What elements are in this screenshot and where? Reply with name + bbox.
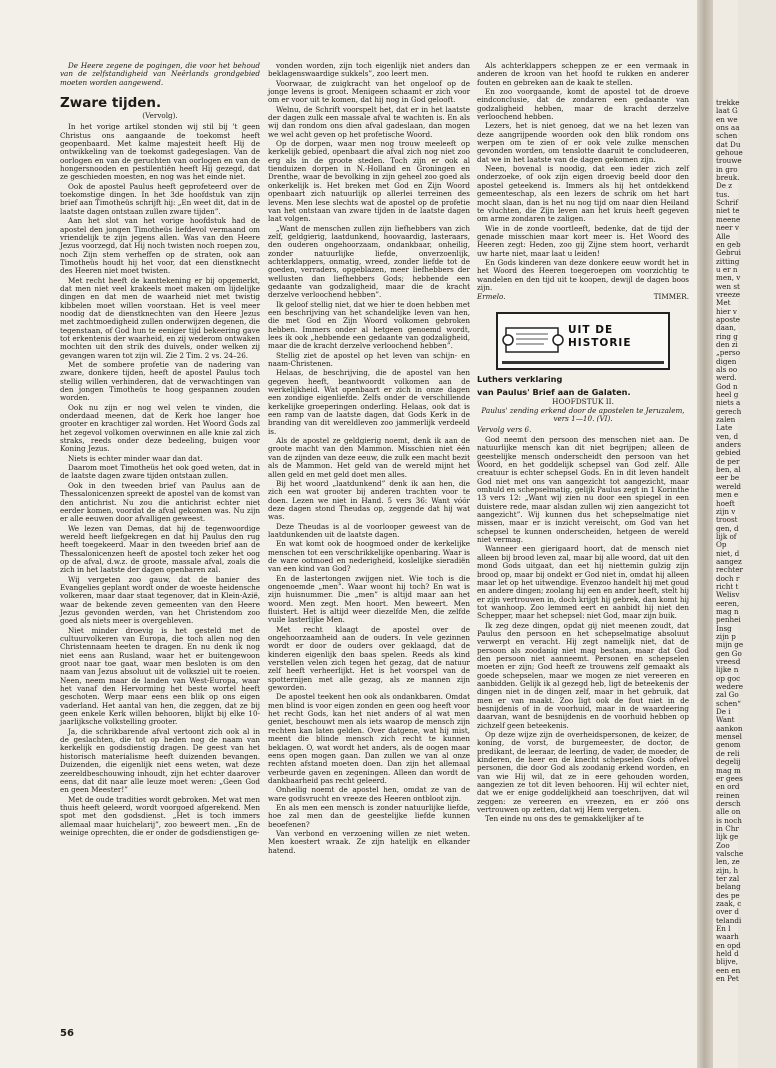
paragraph: Ook de apostel Paulus heeft geprofeteerd over de toekomstige dingen. In het 3de hoofdstuk van zijn brief aan Timotheüs schrijft hij: „En weet dit, dat in de laatste dagen ontstaan zullen zware tijden”.: [60, 181, 260, 216]
text-fragment: men e: [716, 490, 739, 500]
text-fragment: telandi: [716, 915, 742, 925]
text-fragment: Welisv: [716, 590, 740, 600]
text-fragment: als oo: [716, 365, 738, 374]
paragraph: Bij het woord „laatdunkend” denk ik aan hen, die zich een wat grooter bij anderen trachten voor te doen. Lezen we niet in Hand. 5 vers 36: Want vóór deze dagen stond Theudas op, zeggende dat hij wat was.: [268, 478, 470, 522]
paragraph: Met recht heeft de kanttekening er bij opgemerkt, dat men niet veel krakeels moet maken om lijdelijke dingen en dat men de waarheid niet met twistig kibbelen moet willen voorstaan. Het is veel meer noodig dat de dienstknechten van den Heere Jezus met zachtmoedigheid zullen onderwijzen degenen, die tegenstaan, of God hun te eeniger tijd bekeering gave tot erkentenis der waarheid, en zij wederom ontwaken mochten uit den strik des duivels, onder welken zij gevangen waren tot zijn wil. Zie 2 Tim. 2 vs. 24–26.: [60, 275, 260, 360]
text-fragment: vreeze: [716, 289, 741, 299]
text-fragment: des pe: [716, 890, 740, 900]
text-fragment: waarh: [716, 932, 739, 942]
paragraph: Daarom moet Timotheüs het ook goed weten, dat in de laatste dagen zware tijden ontstaan zullen.: [60, 463, 260, 481]
text-fragment: aankon: [716, 723, 743, 733]
text-fragment: lijk ge: [716, 832, 739, 842]
paragraph: Met de oude tradities wordt gebroken. Met wat men thuis heeft geleerd, wordt voorgoed afgerekend. Men spot met den godsdienst. „Het is toch immers allemaal maar huichelarij”, zoo beweert men. „En de weinige oprechten, die er onder de godsdienstigen ge-: [60, 794, 260, 837]
text-fragment: daan,: [716, 323, 737, 333]
article-body-continued: [268, 62, 470, 855]
paragraph: Welnu, de Schrift voorspelt het, dat er in het laatste der dagen zulk een massale afval te wachten is. En als wij dan rondom ons dien afval gadeslaan, dan mogen we wel acht geven op het profetische Woord.: [268, 104, 470, 139]
paragraph: Ook in den tweeden brief van Paulus aan de Thessalonicenzen spreekt de apostel van de komst van den antichrist. Nu zou die antichrist echter niet eerder komen, voordat de afval gekomen was. Nu zijn er alle eeuwen door afvalligen geweest.: [60, 480, 261, 524]
text-fragment: niet, d: [716, 548, 740, 558]
next-page-edge: [713, 0, 744, 1068]
text-fragment: ter zal: [716, 873, 740, 883]
text-fragment: zaak, c: [716, 899, 742, 908]
text-fragment: De z: [716, 181, 733, 191]
text-fragment: alle on: [716, 807, 741, 817]
text-fragment: mag n: [716, 606, 739, 616]
text-fragment: op goc: [716, 673, 741, 683]
section-title-line1: Luthers verklaring: [477, 373, 563, 384]
text-fragment: in gro: [716, 164, 738, 174]
paragraph: vonden worden, zijn toch eigenlijk niet anders dan beklagenswaardige sukkels”, zoo leert men.: [268, 61, 470, 79]
text-fragment: heel g: [716, 390, 739, 400]
text-fragment: De i: [716, 707, 731, 717]
banner-stripe: [502, 361, 664, 364]
column-middle: [268, 62, 470, 1022]
text-fragment: Gebrui: [716, 248, 741, 258]
text-fragment: ben, al: [716, 465, 741, 475]
text-fragment: schen“: [716, 698, 741, 708]
text-fragment: meene: [716, 214, 741, 224]
paragraph: Lezers, het is niet genoeg, dat we na het lezen van deze aangrijpende woorden ook den blik rondom ons werpen om te zien of er ook vele zulke menschen gevonden worden, om tenslotte daaruit te concludeeren, dat we in het laatste van de dagen gekomen zijn.: [477, 121, 689, 164]
paragraph: „Want de menschen zullen zijn liefhebbers van zich zelf, geldgierig, laatdunkend, hoovaardig, lasteraars, den ouderen ongehoorzaam, ondankbaar, onheilig, zonder natuurlijke liefde, onverzoenlijk, achterklappers, onmatig, wreed, zonder liefde tot de goeden, verraders, opgeblazen, meer liefhebbers der wellusten dan liefhebbers Gods; hebbende een gedaante van godzaligheid, maar die de kracht derzelve verloochend hebben”.: [268, 223, 470, 300]
text-fragment: is noch: [716, 815, 742, 825]
text-fragment: een en: [716, 965, 741, 975]
intro-paragraph: De Heere zegene de pogingen, die voor het behoud van de zelfstandigheid van Neêrlands grondgebied moeten worden aangewend.: [60, 61, 260, 87]
text-fragment: Schrif: [716, 198, 738, 208]
text-fragment: mag m: [716, 765, 741, 775]
section-title-line2: van Paulus' Brief aan de Galaten.: [477, 386, 631, 397]
text-fragment: werd.: [716, 373, 737, 383]
signature: [477, 293, 689, 301]
article-title: Zware tijden.: [60, 95, 162, 112]
article-body: [60, 123, 260, 837]
paragraph: Wie in de zonde voortleeft, bedenke, dat de tijd der genade misschien maar kort meer is. Het Woord des Heeren zegt: Heden, zoo gij Zijne stem hoort, verhardt uw harte niet, maar laat u leiden!: [477, 223, 689, 258]
paragraph: Onheilig noemt de apostel hen, omdat ze van de ware godsvrucht en vreeze des Heeren ontbloot zijn.: [268, 785, 470, 803]
text-fragment: God n: [716, 381, 738, 391]
text-fragment: gerech: [716, 406, 742, 416]
paragraph: God neemt den persoon des menschen niet aan. De natuurlijke mensch kan dit niet begrijpen; alleen de geestelijke mensch onderscheidt den persoon van het Woord, en het goddelijk schepsel van God zelf. Alle creatuur is echter schepsel Gods. En in dit leven handelt God niet met ons van aangezicht tot aangezicht, maar omhuld en schepselmatig, gelijk Paulus zegt in 1 Korinthe 13 vers 12: „Want wij zien nu door een spiegel in een duistere rede, maar alsdan zullen wij zien aangezicht tot aangezicht”. Wij kunnen dus het schepselmatige niet missen, maar er is inzicht vereischt, om God van het schepsel te kunnen onderscheiden, hetgeen de wereld niet vermag.: [477, 435, 689, 545]
text-fragment: zijn p: [716, 632, 736, 641]
text-fragment: er gees: [716, 773, 743, 783]
paragraph: In het vorige artikel stonden wij stil bij 't geen Christus ons aangaande de toekomst heeft geopenbaard. Met kalme majesteit heeft Hij de ontwikkeling van de toekomst gadegeslagen. Van de oorlogen en van de geruchten van oorlogen en van de hongersnooden en pestilentiën heeft Hij gezegd, dat ze geschieden moesten, en nog was het einde niet.: [60, 122, 260, 182]
paragraph: Ja, die schrikbarende afval vertoont zich ook al in de geslachten, die tot op heden nog de naam van kerkelijk en godsdienstig dragen. De geest van het historisch materialisme heeft duizenden bevangen. Duizenden, die eigenlijk niet eens weten, wat deze zeereldbeschouwing inhoudt, zijn het echter daarover eens, dat dit naar alle leuze moet weren: „Geen God en geen Meester!”: [60, 726, 260, 795]
paragraph: En Gods kinderen van deze donkere eeuw wordt het in het Woord des Heeren toegeroepen om voorzichtig te wandelen en den tijd uit te koopen, dewijl de dagen boos zijn.: [477, 257, 689, 292]
text-fragment: En l: [716, 924, 731, 934]
text-fragment: valsche: [716, 848, 744, 858]
text-fragment: den zi: [716, 339, 738, 349]
text-fragment: vreesd: [716, 657, 741, 667]
text-fragment: Zoo: [716, 840, 730, 850]
next-page-fragments: [716, 99, 776, 983]
text-fragment: Alle: [716, 231, 731, 241]
page-gutter: [697, 0, 713, 1068]
text-fragment: aposte: [716, 314, 741, 324]
text-fragment: Op: [716, 540, 727, 550]
text-fragment: men, v: [716, 273, 741, 283]
text-fragment: ons aa: [716, 123, 740, 133]
text-fragment: reinen: [716, 790, 740, 800]
banner-label-line1: UIT DE: [568, 323, 614, 336]
text-fragment: ring g: [716, 331, 738, 341]
paragraph: Als achterklappers scheppen ze er een vermaak in anderen de kroon van het hoofd te rukken en anderer fouten en gebreken aan de kaak te stellen.: [477, 61, 689, 87]
column-left: [60, 62, 260, 1022]
paragraph: Deze Theudas is al de voorlooper geweest van de laatdunkenden uit de laatste dagen.: [268, 521, 470, 539]
text-fragment: Insg: [716, 623, 732, 633]
text-fragment: schen: [716, 131, 738, 141]
paragraph: Van verbond en verzoening willen ze niet weten. Men koestert wraak. Ze zijn hatelijk en elkander hatend.: [268, 828, 470, 855]
text-fragment: wereld: [716, 481, 741, 491]
text-fragment: gehoue: [716, 148, 743, 158]
paragraph: Wij vergeten zoo gauw, dat de banier des Evangelies geplant wordt onder de woeste heidensche volkeren, maar daar staat tegenover, dat in Klein-Azië, waar de bekende zeven gemeenten van den Heere Jezus gevonden werden, van het Christendom zoo goed als niets meer is overgebleven.: [60, 574, 260, 626]
text-fragment: degelij: [716, 757, 741, 767]
paragraph: Ook nu zijn er nog wel velen te vinden, die onderdaad meenen, dat de Kerk hoe langer hoe grooter en krachtiger zal worden. Het Woord Gods zal het zegevol volkomen overwinnen en alle knie zal zich straks, reeds onder deze bedeeling, buigen voor Koning Jezus.: [60, 402, 260, 454]
text-fragment: wedere: [716, 682, 743, 692]
text-fragment: zijn, h: [716, 865, 739, 875]
scroll-illustration-icon: [504, 320, 564, 360]
paragraph: Ten einde nu ons des te gemakkelijker af te: [485, 814, 644, 824]
signature-name: TIMMER.: [653, 292, 689, 302]
text-fragment: en we: [716, 114, 738, 124]
banner-label: [568, 324, 632, 350]
text-fragment: zalen: [716, 415, 736, 425]
text-fragment: zitting: [716, 256, 740, 266]
text-fragment: de reli: [716, 748, 740, 758]
text-fragment: digen: [716, 356, 737, 366]
paragraph: Met recht klaagt de apostel over de ongehoorzaamheid aan de ouders. In vele gezinnen wordt er door de ouders over geklaagd, dat de kinderen eigenlijk den baas spelen. Reeds als kind verstellen velen zich tegen het gezag, dat de natuur zelf heeft verheerlijkt. Het is het voorspel van de spotternijen met alle gezag, als ze mannen zijn geworden.: [268, 624, 470, 693]
section-subtitle: HOOFDSTUK II.: [552, 396, 614, 406]
banner-label-line2: HISTORIE: [568, 336, 632, 349]
text-fragment: dersch: [716, 798, 741, 808]
paragraph: De apostel teekent hen ook als ondankbaren. Omdat men blind is voor eigen zonden en geen oog heeft voor het recht Gods, kan het niet anders of al wat men geniet, beschouwt men als iets waarop de mensch zijn rechten kan laten gelden. Over datgene, wat hij mist, meent die blinde mensch zich recht te kunnen beklagen. O, wat wordt het anders, als de oogen maar eens open mogen gaan. Dan zullen we van al onze rechten afstand moeten doen. Dan zijn het allemaal verbeurde gaven en zegeningen. Alleen dan wordt de dankbaarheid pas recht geleerd.: [268, 692, 470, 785]
paragraph: Aan het slot van het vorige hoofdstuk had de apostel den jongen Timotheüs liefdevol vermaand om vriendelijk te zijn jegens allen. Was van den Heere Jezus voorzegd, dat Hij noch twisten noch roepen zou, noch Zijn stem verheffen op de straten, ook aan Timotheüs houdt hij het voor, dat een dienstknecht des Heeren niet moet twisten.: [60, 216, 260, 276]
text-fragment: tus.: [716, 189, 730, 199]
text-fragment: Want: [716, 715, 735, 725]
paragraph: Als de apostel ze geldgierig noemt, denk ik aan de groote macht van den Mammon. Misschien niet één van de zijnden van deze eeuw, die zulk een macht bezit als de Mammon. Het geld van de wereld mijnt het allen geld en met geld doet men alles.: [268, 436, 470, 479]
paragraph: Op de dorpen, waar men nog trouw meeleeft op kerkelijk gebied, openbaart die afval zich nog niet zoo erg als in de groote steden. Toch zijn er ook al tienduizen dorpen in N.-Holland en Groningen en Drenthe, waar de bevolking in zijn geheel zoo goed als onkerkelijk is. Het breken met God en Zijn Woord openbaart zich natuurlijk op allerlei terreinen des levens. Men lese slechts wat de apostel op de profetie van het ontstaan van zware tijden in de laatste dagen laat volgen.: [268, 139, 470, 224]
text-fragment: rechter: [716, 565, 743, 575]
text-fragment: over d: [716, 907, 739, 917]
text-fragment: zal Go: [716, 690, 739, 700]
page-number: 56: [60, 1028, 74, 1039]
text-fragment: aangez: [716, 556, 742, 566]
text-fragment: Late: [716, 423, 733, 433]
paragraph: Niet minder droevig is het gesteld met de cultuurvolkeren van Europa, die toch allen nog den Christennaam heeten te dragen. En nu denk ik nog niet eens aan Rusland, waar het er buitengewoon groot naar toe gaat, waar men besloten is om den naam van Jezus absoluut uit de volksziel uit te roeien. Neen, neem maar de landen van West-Europa, waar het vanaf den Hervorming het beste wortel heeft geschoten. Werp maar eens een blik op ons eigen vaderland. Het aantal van hen, die zeggen, dat ze bij geen enkele Kerk willen behooren, blijkt bij elke 10-jaarlijksche volkstelling grooter.: [60, 625, 260, 727]
text-fragment: lijk of: [716, 531, 737, 541]
section-continued: Vervolg vers 6.: [477, 424, 532, 434]
text-fragment: mensel: [716, 732, 742, 742]
column-right: [477, 62, 689, 1022]
paragraph: Helaas, de beschrijving, die de apostel van hen gegeven heeft, beantwoordt volkomen aan de werkelijkheid. Wat openbaart er zich in onze dagen een zondige eigenliefde. Zelfs onder de verschillende kerkelijke groeperingen onderling. Helaas, ook dat is een ramp van de laatste dagen, dat Gods Kerk in de branding van dit wereldleven zoo jammerlijk verdeeld is.: [268, 368, 470, 436]
text-fragment: richt t: [716, 581, 739, 591]
text-fragment: Met: [716, 298, 731, 308]
text-fragment: in Chr: [716, 823, 739, 833]
text-fragment: trekke: [716, 98, 740, 107]
paragraph: En als men een mensch is zonder natuurlijke liefde, hoe zal men dan de geestelijke liefde kunnen beoefenen?: [268, 802, 470, 829]
text-fragment: belang: [716, 882, 741, 892]
text-fragment: de per: [716, 456, 740, 466]
text-fragment: en Pet: [716, 974, 739, 984]
section-lead: Paulus' zending erkend door de apostelen te Jeruzalem, vers 1—10. (VI).: [481, 405, 685, 424]
text-fragment: mijn ge: [716, 640, 744, 650]
paragraph: Met de sombere profetie van de nadering van zware, donkere tijden, heeft de apostel Paulus toch stellig willen verhinderen, dat de verwachtingen van den jongen Timotheüs te hoog gespannen zouden worden.: [60, 360, 260, 403]
text-fragment: neer v: [716, 223, 739, 233]
text-fragment: ven, d: [716, 431, 739, 441]
article-conclusion: [477, 62, 689, 292]
paragraph: En wat komt ook de hoogmoed onder de kerkelijke menschen tot een verschrikkelijke openbaring. Waar is de ware ootmoed en nederigheid, koslelijke sieradiën van een kind van God?: [268, 539, 470, 574]
paragraph: Stellig ziet de apostel op het leven van schijn- en naam-Christenen.: [268, 350, 470, 369]
text-fragment: held d: [716, 949, 739, 959]
text-fragment: lijke n: [716, 665, 739, 675]
text-fragment: gen, d: [716, 523, 739, 533]
text-fragment: blijve,: [716, 957, 739, 967]
text-fragment: eer be: [716, 473, 740, 483]
paragraph: Ik zeg deze dingen, opdat gij niet meenen zoudt, dat Paulus den persoon en het schepselmatige absoluut verwerpt en veracht. Hij zegt namelijk niet, dat de persoon als zoodanig niet mag bestaan, maar dat God den persoon niet aanneemt. Personen en schepselen moeten er zijn; God heeft ze trouwens zelf gemaakt als goede schepselen, maar we mogen ze niet vereeren en aanbidden. Gelijk ik al gezegd heb, ligt de beteekenis der dingen niet in de dingen zelf, maar in het gebruik, dat men er van maakt. Zoo ligt ook de fout niet in de besnijdenis of in de voorhuid, maar in de waardeering daarvan, want de besnijdenis en de voorhuid hebben op zichzelf geen beteekenis.: [477, 620, 689, 730]
text-fragment: gebied: [716, 448, 741, 458]
text-fragment: wen st: [716, 281, 740, 291]
text-fragment: genom: [716, 740, 741, 750]
text-fragment: gen Go: [716, 648, 742, 658]
paragraph: We lezen van Demas, dat hij de tegenwoordige wereld heeft liefgekregen en dat hij Paulus den rug heeft toegekeerd. Maar in den tweeden brief aan de Thessalonicenzen heeft de apostel toch zeker het oog op de afval, d.w.z. de groote, massale afval, zoals die zich in het laatste der dagen openbaren zal.: [60, 523, 260, 575]
paragraph: Voorwaar, de zuigkracht van het ongeloof op de jonge levens is groot. Menigeen schaamt er zich voor om er voor uit te komen, dat hij nog in God gelooft.: [268, 78, 470, 105]
text-fragment: troost: [716, 515, 738, 525]
paragraph: Op deze wijze zijn de overheidspersonen, de keizer, de koning, de vorst, de burgemeester, de doctor, de predikant, de leeraar, de leerling, de vader, de moeder, de kinderen, de heer en de knecht schepselen Gods ofwel personen, die door God als zoodanig erkend worden, en van wie Hij wil, dat ze in eere gehouden worden, aangezien ze tot dit leven behooren. Hij wil echter niet, dat we er enige goddelijkheid aan toeschrijven, dat wil zeggen: ze vereeren en vreezen, en er zóó ons vertrouwen op zetten, dat wij Hem vergeten.: [477, 730, 689, 815]
text-fragment: niet te: [716, 206, 740, 216]
text-fragment: laat G: [716, 106, 738, 116]
section-body: [477, 436, 689, 824]
text-fragment: anders: [716, 440, 741, 450]
text-fragment: penhei: [716, 615, 741, 625]
paragraph: Wanneer een gierigaard hoort, dat de mensch niet alleen bij brood leven zal, maar bij alle woord, dat uit den mond Gods uitgaat, dan eet hij niettemin gulzig zijn brood op, maar bij ondekt er God niet in, omdat hij alleen maar let op het uitwendige. Evenzoo handelt hij met goud en andere dingen; zoolang hij een en ander heeft, stelt hij er zijn vertrouwen in, doch krijgt hij gebrek, dan komt hij tot wanhoop. Zoo lemmed eert en aanbidt hij niet den Schepper, maar het schepsel: niet God, maar zijn buik.: [477, 544, 689, 621]
text-fragment: trouwe: [716, 156, 742, 166]
signature-place: Ermelo.: [477, 292, 506, 302]
paragraph: Neen, bovenal is noodig, dat een ieder zich zelf onderzoeke, of ook zijn eigen droevig beeld door den apostel geteekend is. Immers als hij het ontdekkend gemeenteschap, als een lezers de schrik om het hart mocht slaan, dan is het nu nog tijd om naar dien Heiland te vluchten, die Zijn leven aan het kruis heeft gegeven om arme zondaren te zaligen.: [477, 164, 689, 224]
text-fragment: en geb: [716, 239, 741, 249]
text-fragment: dat Du: [716, 139, 741, 149]
text-fragment: en opd: [716, 940, 741, 950]
text-fragment: zijn v: [716, 506, 736, 516]
text-fragment: hier v: [716, 306, 737, 316]
text-fragment: hoeft: [716, 498, 735, 508]
text-fragment: eeren,: [716, 598, 740, 608]
text-fragment: „perso: [716, 348, 741, 358]
paragraph: En de lastertongen zwijgen niet. Wie toch is die ongenoemde „men”. Waar woont hij toch? En wat is zijn huisnummer. Die „men” is altijd maar aan het woord. Men zegt. Men hoort. Men beweert. Men fluistert. Het is altijd weer diezelfde Men, die zelfde vuile lasterlijke Men.: [268, 573, 470, 625]
paragraph: En zoo voorgaande, komt de apostel tot de droeve eindconclusie, dat de zondaren een gedaante van godzaligheid hebben, maar de kracht derzelve verloochend hebben.: [477, 87, 689, 122]
history-banner: [496, 312, 670, 370]
text-fragment: len, ze: [716, 857, 740, 867]
text-fragment: doch r: [716, 573, 740, 583]
paragraph: Ik geloof stellig niet, dat we hier te doen hebben met een beschrijving van het schandelijke leven van hen, die met God en Zijn Woord volkomen gebroken hebben. Immers onder al hetgeen genoemd wordt, lees ik ook „hebbende een gedaante van godzaligheid, maar die de kracht derzelve verloochend hebben”.: [268, 299, 470, 351]
text-fragment: breuk.: [716, 173, 740, 183]
article-subtitle: (Vervolg).: [142, 111, 178, 121]
text-fragment: u er n: [716, 264, 738, 274]
text-fragment: en ord: [716, 782, 740, 792]
paragraph: Niets is echter minder waar dan dat.: [68, 453, 203, 463]
text-fragment: niets a: [716, 398, 741, 408]
